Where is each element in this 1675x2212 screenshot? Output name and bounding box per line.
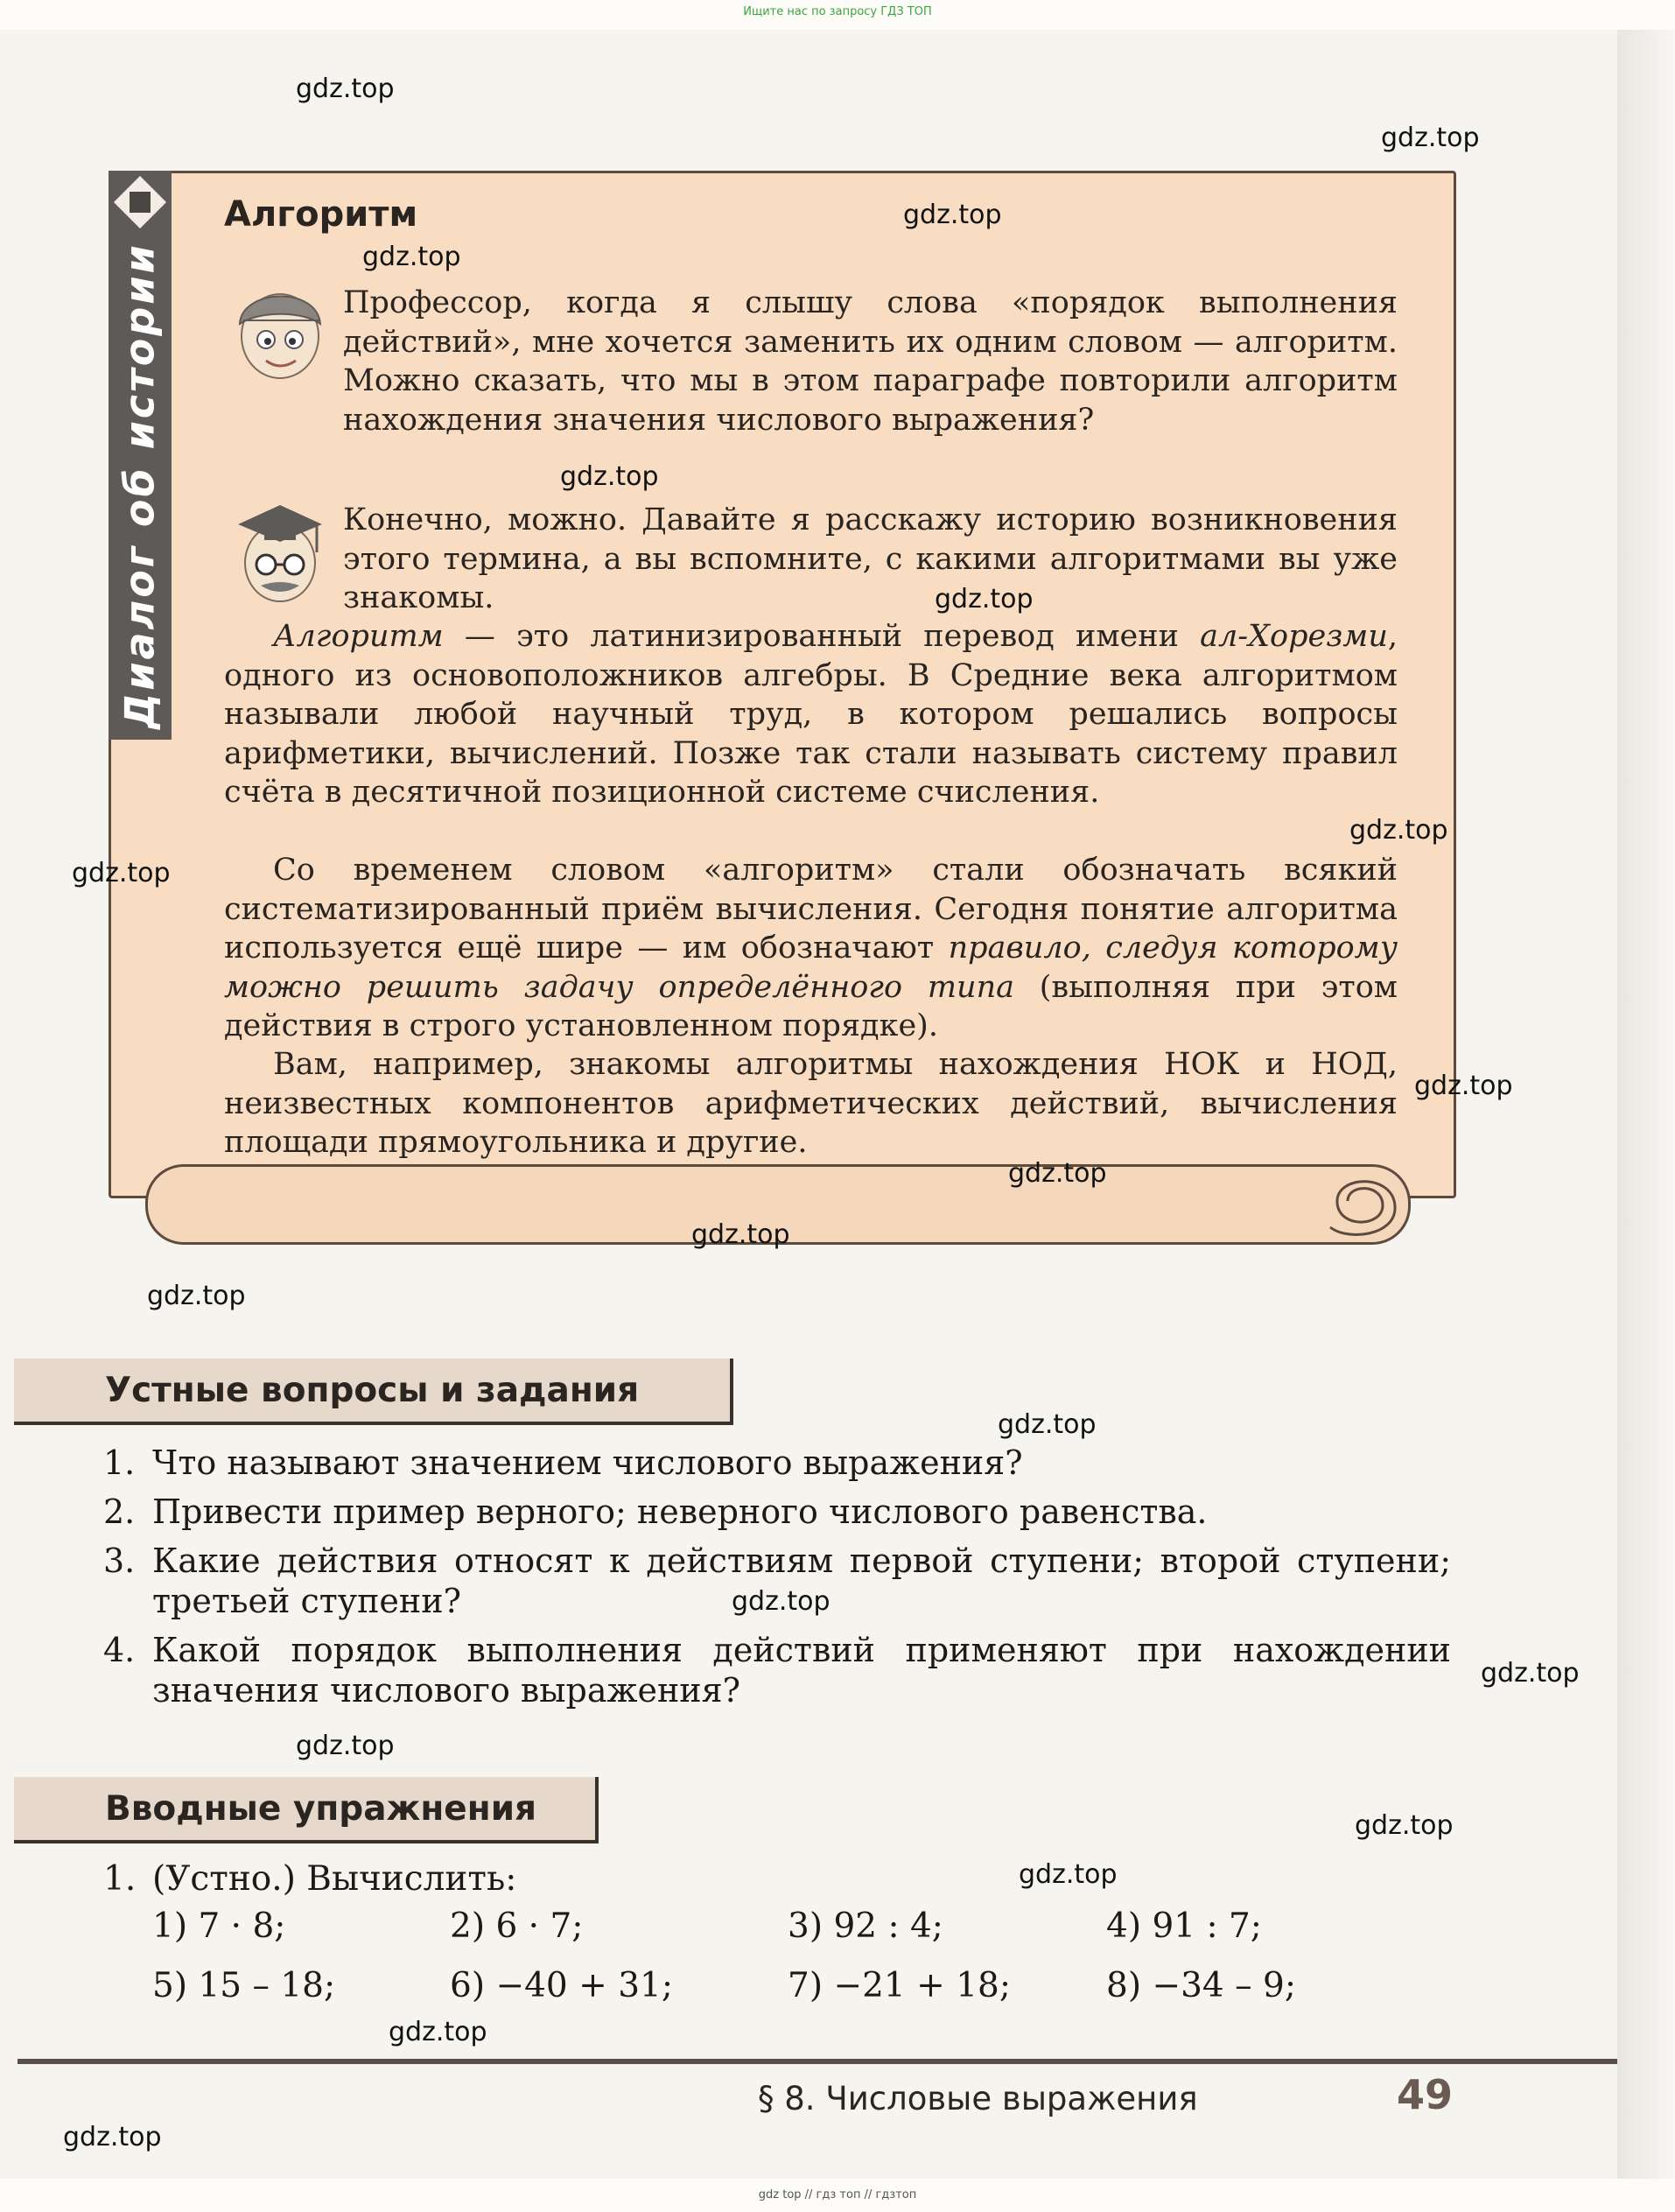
running-head: § 8. Числовые выражения (758, 2080, 1198, 2117)
diamond-icon (112, 174, 168, 230)
question-number: 4. (103, 1631, 136, 1669)
oral-questions-header: Устные вопросы и задания (14, 1359, 733, 1425)
student-speech: Профессор, когда я слышу слова «порядок выполнения действий», мне хочется заменить их одним словом — алгоритм. Можно сказать, что мы в этом параграфе повторили алгоритм нахождения значения числового выражения? (343, 285, 1398, 438)
question-text: Какой порядок выполнения действий применяют при нахождении значения числового выражения? (152, 1631, 1451, 1710)
question-text: Какие действия относят к действиям первой ступени; второй ступени; третьей ступени? (152, 1541, 1451, 1620)
watermark: gdz.top (389, 2017, 487, 2047)
history-paragraph-1 (224, 617, 1398, 812)
side-label-text: Диалог об истории (116, 242, 165, 729)
question-number: 1. (103, 1443, 136, 1482)
question-text: Что называют значением числового выражения? (152, 1443, 1023, 1482)
item-expression: −40 + 31; (495, 1966, 673, 2005)
watermark: gdz.top (1414, 1071, 1513, 1101)
question-4 (103, 1630, 1451, 1710)
item-number: 5) (152, 1966, 188, 2005)
page-edge (1617, 30, 1675, 2179)
watermark: gdz.top (1019, 1859, 1118, 1890)
p2-end: (выполняя при этом действия в строго установленном порядке). (224, 969, 1398, 1043)
exercise-item-8 (1106, 1966, 1296, 2005)
question-2 (103, 1492, 1451, 1532)
item-expression: 6 · 7; (495, 1907, 584, 1946)
question-number: 2. (103, 1492, 136, 1531)
watermark: gdz.top (903, 200, 1002, 230)
task-number: 1. (103, 1859, 137, 1899)
scroll-swirl-icon (1313, 1157, 1409, 1245)
watermark: gdz.top (296, 74, 395, 104)
intro-exercises-header: Вводные упражнения (14, 1777, 599, 1843)
exercise-item-1 (152, 1907, 285, 1946)
watermark: gdz.top (1355, 1810, 1454, 1841)
item-number: 3) (788, 1907, 823, 1946)
exercise-item-2 (450, 1907, 583, 1946)
item-number: 1) (152, 1907, 188, 1946)
watermark: gdz.top (362, 242, 461, 272)
item-expression: 92 : 4; (833, 1907, 943, 1946)
watermark: gdz.top (1481, 1658, 1580, 1689)
side-label (109, 236, 172, 735)
item-expression: 7 · 8; (198, 1907, 286, 1946)
watermark: gdz.top (63, 2122, 162, 2152)
p1-mid: — это латинизированный перевод имени (443, 619, 1201, 654)
dialog-title: Алгоритм (224, 194, 418, 235)
history-paragraph-3: Вам, например, знакомы алгоритмы нахождения НОК и НОД, неизвестных компонентов арифметических действий, вычисления площади прямоугольника и другие. (224, 1047, 1398, 1160)
watermark: gdz.top (72, 858, 171, 888)
p2-start: Со временем словом «алгоритм» стали обозначать всякий систематизированный приём вычисления. Сегодня понятие алгоритма используется ещё шире — им обозначают (224, 853, 1398, 966)
watermark: gdz.top (296, 1731, 395, 1761)
item-number: 6) (450, 1966, 486, 2005)
item-number: 8) (1106, 1966, 1142, 2005)
student-avatar-icon (226, 273, 331, 387)
name-al-khwarizmi: ал-Хорезми (1200, 619, 1388, 654)
history-paragraph-2 (224, 851, 1398, 1046)
exercise-item-3 (788, 1907, 943, 1946)
item-number: 4) (1106, 1907, 1142, 1946)
bottom-banner[interactable]: gdz top // гдз топ // гдзтоп (758, 2188, 917, 2201)
question-text: Привести пример верного; неверного числового равенства. (152, 1492, 1208, 1531)
watermark: gdz.top (998, 1409, 1097, 1440)
professor-avatar-icon (226, 495, 331, 608)
item-expression: 91 : 7; (1152, 1907, 1262, 1946)
professor-speech: Конечно, можно. Давайте я расскажу историю возникновения этого термина, а вы вспомните, с какими алгоритмами вы уже знакомы. (343, 502, 1398, 615)
watermark: gdz.top (1349, 815, 1448, 846)
watermark: gdz.top (560, 461, 659, 492)
item-expression: 15 – 18; (198, 1966, 336, 2005)
exercise-item-4 (1106, 1907, 1262, 1946)
question-1 (103, 1443, 1451, 1483)
exercise-item-6 (450, 1966, 673, 2005)
page-number: 49 (1397, 2071, 1454, 2118)
watermark: gdz.top (732, 1586, 830, 1617)
item-expression: −21 + 18; (833, 1966, 1011, 2005)
task-text: (Устно.) Вычислить: (152, 1859, 517, 1899)
question-number: 3. (103, 1541, 136, 1580)
top-banner[interactable]: Ищите нас по запросу ГДЗ ТОП (743, 5, 932, 18)
item-number: 7) (788, 1966, 823, 2005)
bottom-rule (18, 2059, 1617, 2064)
item-number: 2) (450, 1907, 486, 1946)
exercise-item-5 (152, 1966, 335, 2005)
term-algorithm: Алгоритм (273, 619, 444, 654)
algorithm-definition: правило, следуя которому можно решить задачу определённого типа (224, 930, 1398, 1005)
item-expression: −34 – 9; (1152, 1966, 1296, 2005)
watermark: gdz.top (691, 1219, 790, 1250)
watermark: gdz.top (147, 1281, 246, 1311)
exercise-item-7 (788, 1966, 1011, 2005)
p1-rest: , одного из основоположников алгебры. В Средние века алгоритмом называли любой научный труд, в котором решались вопросы арифметики, вычислений. Позже так стали называть систему правил счёта в десятичной позиционной системе счисления. (224, 619, 1398, 810)
watermark: gdz.top (1008, 1158, 1107, 1189)
watermark: gdz.top (935, 584, 1034, 614)
watermark: gdz.top (1381, 123, 1480, 153)
